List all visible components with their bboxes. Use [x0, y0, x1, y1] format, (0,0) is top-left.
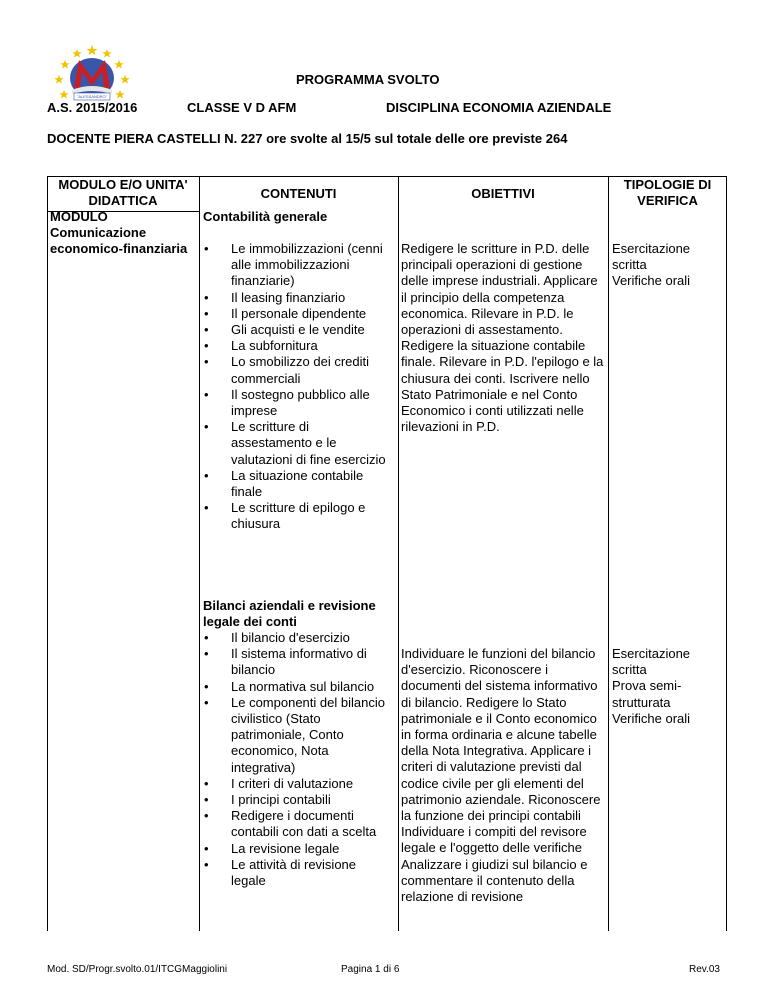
- logo-text: "ALESSANDRO": [76, 94, 108, 99]
- header-obiettivi: OBIETTIVI: [471, 186, 535, 201]
- section-title-bilanci: Bilanci aziendali e revisione legale dei conti: [203, 598, 376, 630]
- footer-page-number: Pagina 1 di 6: [341, 964, 400, 975]
- list-item: • La situazione contabile finale: [201, 468, 391, 500]
- objectives-contabilita: Redigere le scritture in P.D. delle principali operazioni di gestione delle imprese industriali. Applicare il principio della competenza economica. Rilevare in P.D. le operazioni di assestamento. Redigere la situazione contabile finale. Rilevare in P.D. l'epilogo e la chiusura dei conti. Iscrivere nello Stato Patrimoniale e nel Conto Economico i conti utilizzati nelle rilevazioni in P.D.: [401, 241, 604, 435]
- discipline-label: DISCIPLINA ECONOMIA AZIENDALE: [386, 100, 612, 115]
- list-item: • Le attività di revisione legale: [201, 857, 391, 889]
- teacher-line: DOCENTE PIERA CASTELLI N. 227 ore svolte al 15/5 sul totale delle ore previste 264: [47, 131, 568, 146]
- verification-bilanci: [612, 646, 720, 727]
- list-item: • I principi contabili: [201, 792, 391, 808]
- table-right-border: [726, 176, 727, 931]
- list-item: • La normativa sul bilancio: [201, 679, 391, 695]
- list-item: • Gli acquisti e le vendite: [201, 322, 391, 338]
- table-left-border: [47, 176, 48, 931]
- module-title: MODULO Comunicazione economico-finanziaria: [50, 209, 188, 257]
- section-list-bilanci: [201, 630, 391, 889]
- section-title-contabilita: Contabilità generale: [203, 209, 328, 224]
- verification-item: Esercitazione scritta: [612, 241, 691, 273]
- verification-item: Verifiche orali: [612, 273, 691, 289]
- list-item: • Le immobilizzazioni (cenni alle immobilizzazioni finanziarie): [201, 241, 391, 290]
- verification-item: Verifiche orali: [612, 710, 691, 726]
- table-divider-2: [398, 176, 399, 931]
- list-item: • Le scritture di assestamento e le valutazioni di fine esercizio: [201, 419, 391, 468]
- list-item: • Il leasing finanziario: [201, 290, 391, 306]
- list-item: • Lo smobilizzo dei crediti commerciali: [201, 354, 391, 386]
- list-item: • La revisione legale: [201, 841, 391, 857]
- class-label: CLASSE V D AFM: [187, 100, 297, 115]
- school-year: A.S. 2015/2016: [47, 100, 138, 115]
- list-item: • I criteri di valutazione: [201, 776, 391, 792]
- verification-contabilita: [612, 241, 724, 290]
- list-item: • Il sistema informativo di bilancio: [201, 646, 391, 678]
- header-contenuti: CONTENUTI: [260, 186, 337, 201]
- header-modulo: MODULO E/O UNITA' DIDATTICA: [58, 177, 188, 209]
- list-item: • Il sostegno pubblico alle imprese: [201, 387, 391, 419]
- footer-revision: Rev.03: [689, 964, 720, 975]
- list-item: • Le componenti del bilancio civilistico (Stato patrimoniale, Conto economico, Nota integrativa): [201, 695, 391, 776]
- list-item: • La subfornitura: [201, 338, 391, 354]
- table-divider-1: [199, 176, 200, 931]
- footer-module-code: Mod. SD/Progr.svolto.01/ITCGMaggiolini: [47, 964, 228, 975]
- verification-item: Prova semi-strutturata: [612, 678, 682, 710]
- objectives-bilanci: Individuare le funzioni del bilancio d'esercizio. Riconoscere i documenti del sistema informativo di bilancio. Redigere lo Stato patrimoniale e il Conto economico in forma ordinaria e alcune tabelle della Nota Integrativa. Applicare i criteri di valutazione previsti dal codice civile per gli elementi del patrimonio aziendale. Riconoscere la funzione dei principi contabili Individuare i compiti del revisore legale e l'oggetto delle verifiche Analizzare i giudizi sul bilancio e commentare il contenuto della relazione di revisione: [401, 646, 601, 905]
- list-item: • Le scritture di epilogo e chiusura: [201, 500, 391, 532]
- list-item: • Il bilancio d'esercizio: [201, 630, 391, 646]
- list-item: • Il personale dipendente: [201, 306, 391, 322]
- page-title: PROGRAMMA SVOLTO: [296, 72, 440, 87]
- header-tipologie: TIPOLOGIE DI VERIFICA: [623, 177, 712, 209]
- section-list-contabilita: [201, 241, 391, 533]
- verification-item: Esercitazione scritta: [612, 646, 691, 678]
- list-item: • Redigere i documenti contabili con dati a scelta: [201, 808, 391, 840]
- table-divider-3: [608, 176, 609, 931]
